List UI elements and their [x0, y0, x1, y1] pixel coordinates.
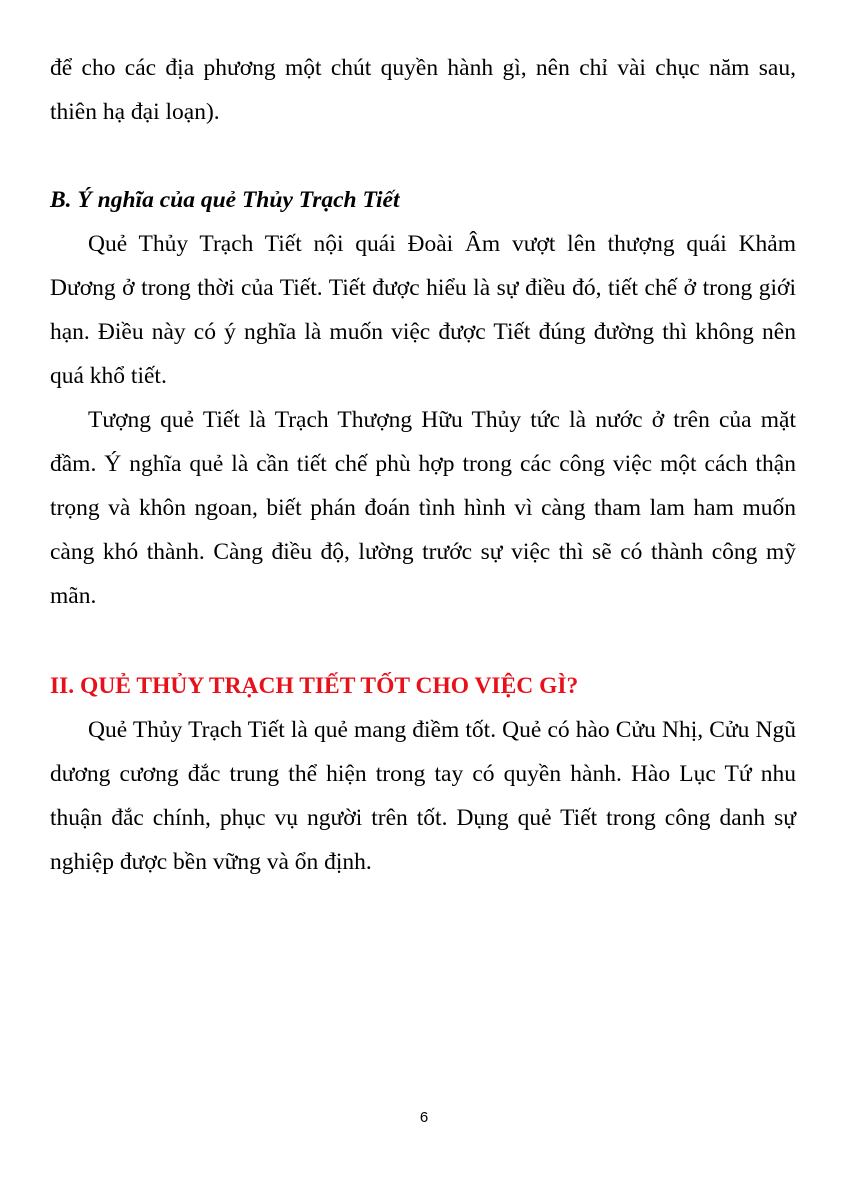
section-b-paragraph-2: Tượng quẻ Tiết là Trạch Thượng Hữu Thủy tức là nước ở trên của mặt đầm. Ý nghĩa quẻ là cần tiết chế phù hợp trong các công việc một cách thận trọng và khôn ngoan, biết phán đoán tình hình vì càng tham lam ham muốn càng khó thành. Càng điều độ, lường trước sự việc thì sẽ có thành công mỹ mãn. — [50, 407, 796, 609]
page-number: 6 — [419, 1109, 429, 1126]
section-b-paragraph-1: Quẻ Thủy Trạch Tiết nội quái Đoài Âm vượt lên thượng quái Khảm Dương ở trong thời của Tiết. Tiết được hiểu là sự điều đó, tiết chế ở trong giới hạn. Điều này có ý nghĩa là muốn việc được Tiết đúng đường thì không nên quá khổ tiết. — [50, 231, 796, 389]
document-page — [50, 0, 796, 884]
section-ii-heading: II. QUẺ THỦY TRẠCH TIẾT TỐT CHO VIỆC GÌ? — [50, 673, 579, 699]
section-b-heading: B. Ý nghĩa của quẻ Thủy Trạch Tiết — [50, 187, 400, 213]
section-ii-paragraph-1: Quẻ Thủy Trạch Tiết là quẻ mang điềm tốt. Quẻ có hào Cửu Nhị, Cửu Ngũ dương cương đắc trung thể hiện trong tay có quyền hành. Hào Lục Tứ nhu thuận đắc chính, phục vụ người trên tốt. Dụng quẻ Tiết trong công danh sự nghiệp được bền vững và ổn định. — [50, 717, 796, 875]
intro-paragraph: để cho các địa phương một chút quyền hành gì, nên chỉ vài chục năm sau, thiên hạ đại loạn). — [50, 55, 796, 125]
